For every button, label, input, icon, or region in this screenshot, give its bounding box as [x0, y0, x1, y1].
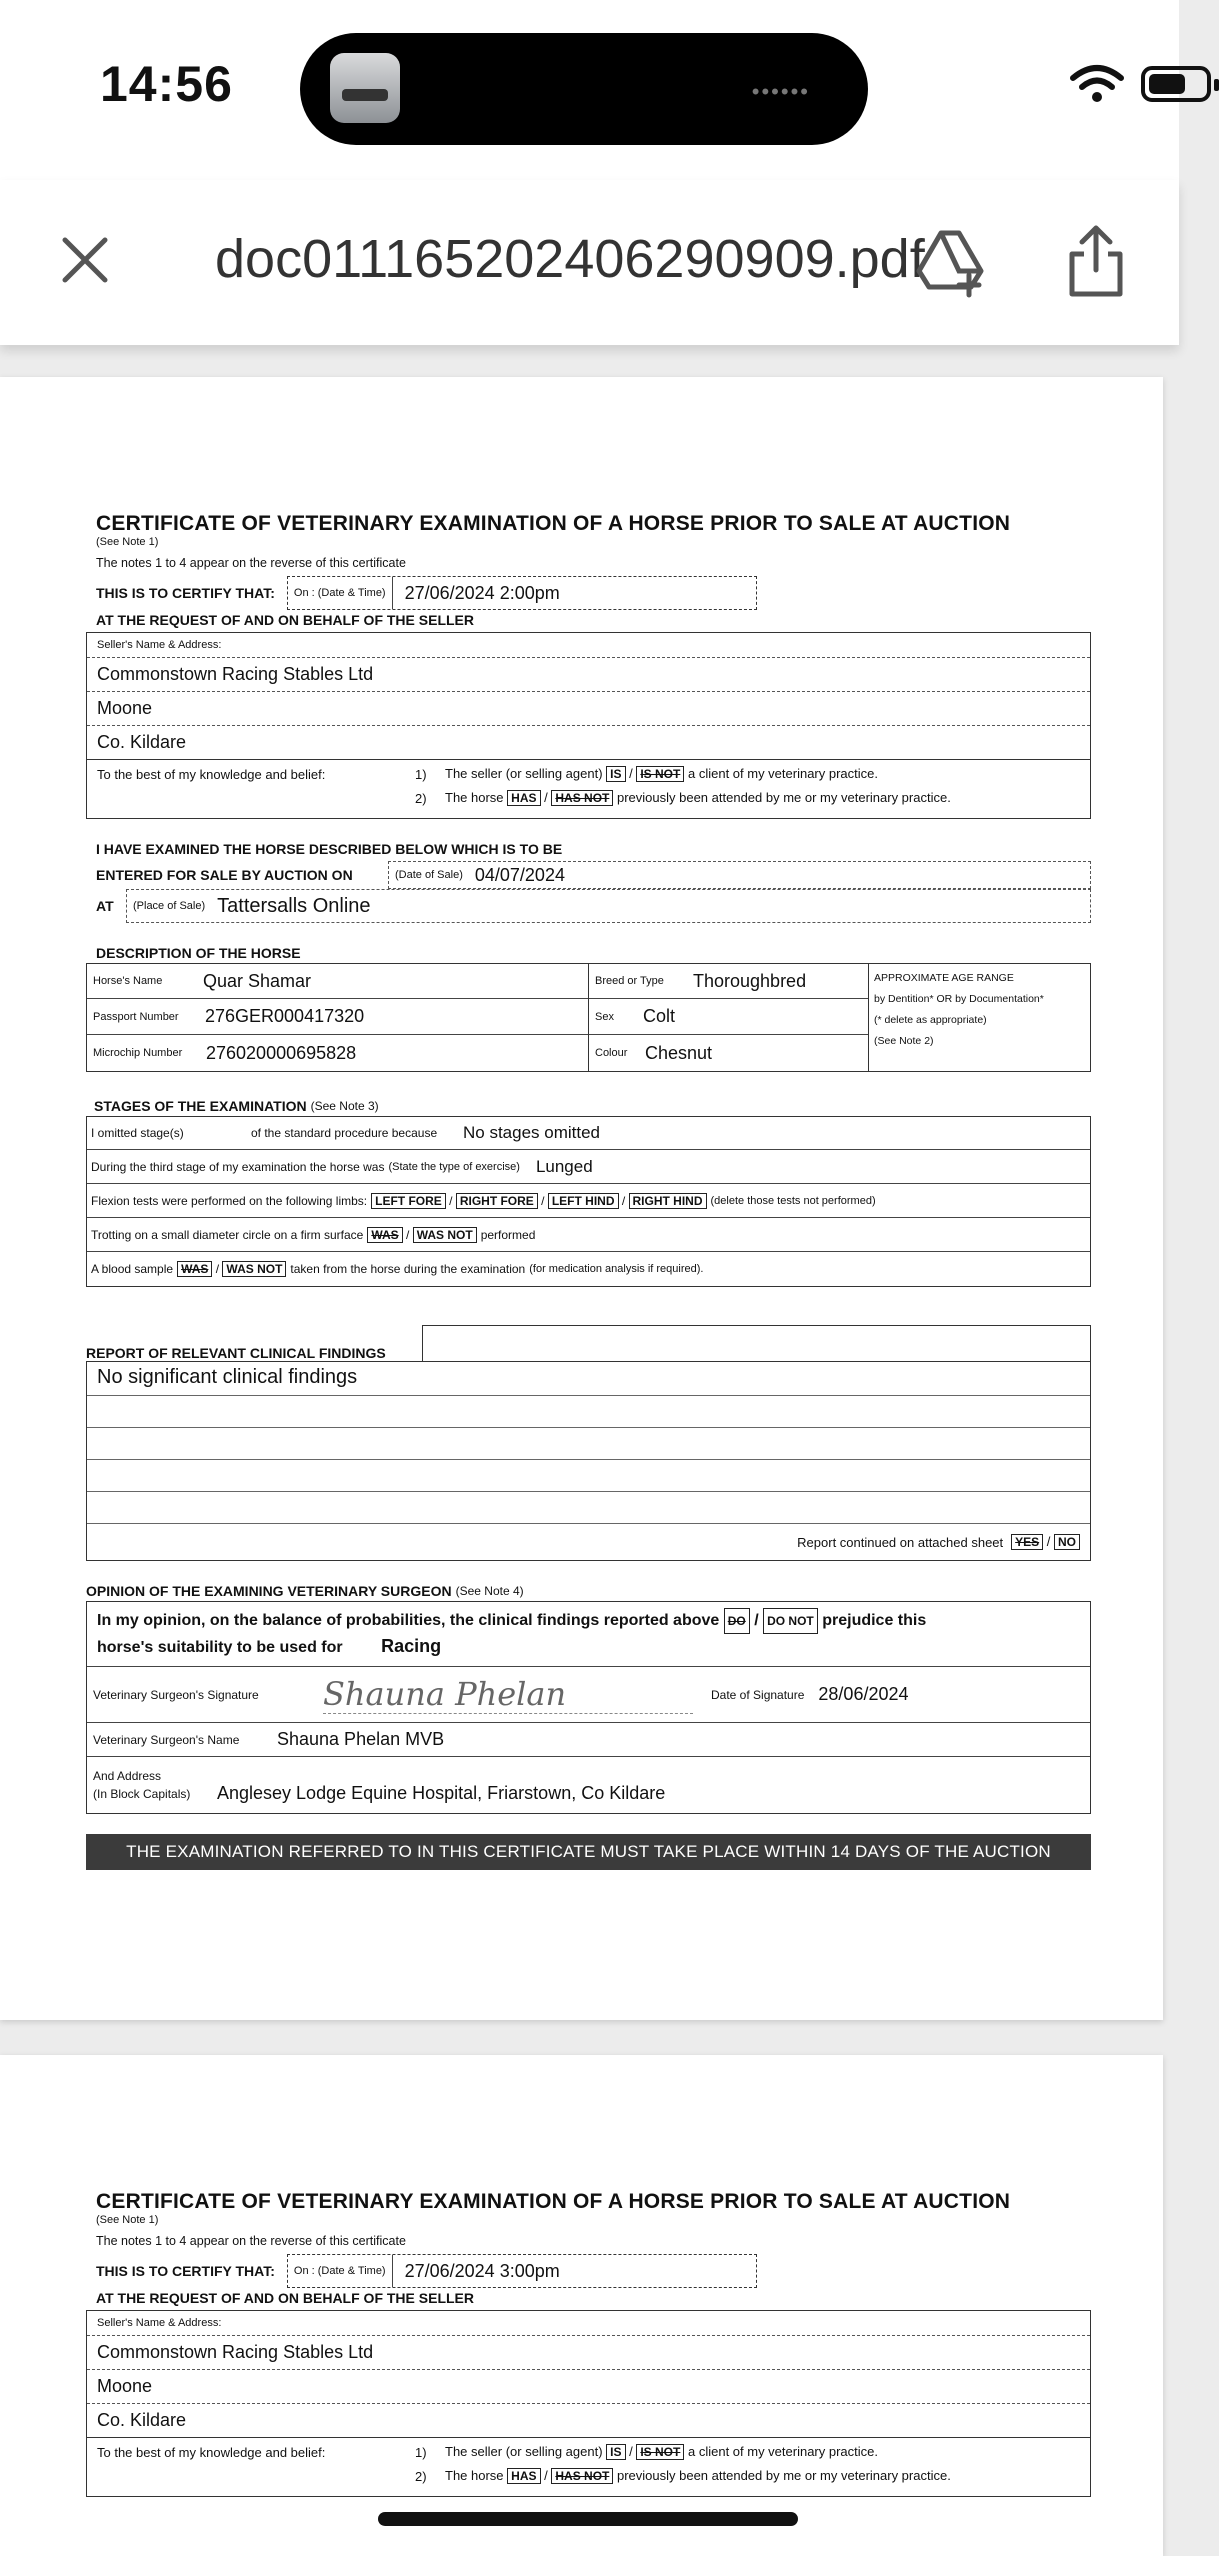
certificate-2-is-option: IS: [606, 2444, 625, 2460]
continued-no: NO: [1054, 1534, 1080, 1550]
third-stage-label: During the third stage of my examination the horse was: [91, 1159, 385, 1174]
certificate-2-datetime: 27/06/2024 3:00pm: [404, 2260, 560, 2281]
continued-yes: YES: [1011, 1534, 1043, 1550]
certificate: [86, 512, 1091, 1870]
certificate-2-request-line: AT THE REQUEST OF AND ON BEHALF OF THE SELLER: [96, 2290, 474, 2306]
omitted-value: No stages omitted: [463, 1123, 601, 1142]
block-capitals-label: (In Block Capitals): [93, 1787, 191, 1801]
sale-place-box: [126, 889, 1091, 923]
horse-name-label: Horse's Name: [93, 975, 163, 987]
age-range-label: APPROXIMATE AGE RANGE: [874, 972, 1014, 984]
has-option: HAS: [507, 790, 540, 806]
blood-post: taken from the horse during the examination: [290, 1262, 526, 1276]
certificate-2-has-option: HAS: [507, 2468, 540, 2484]
is-option: IS: [606, 766, 625, 782]
statement-2-number: 2): [415, 790, 427, 806]
certificate-2-statement-2-pre: The horse: [445, 2468, 504, 2483]
certificate-2: [86, 2190, 1091, 2497]
place-of-sale: Tattersalls Online: [217, 894, 371, 917]
clock: 14:56: [100, 56, 233, 112]
seller-box: [86, 632, 1091, 819]
omitted-label: I omitted stage(s): [91, 1126, 184, 1140]
vet-name-label: Veterinary Surgeon's Name: [93, 1732, 240, 1747]
on-date-label: On : (Date & Time): [288, 577, 393, 609]
battery-icon: [1141, 66, 1211, 102]
share-icon[interactable]: [1060, 222, 1132, 300]
close-icon[interactable]: [55, 230, 115, 290]
sex: Colt: [643, 1006, 676, 1026]
statement-1: The seller (or selling agent) IS / IS NOT a client of my veterinary practice.: [445, 766, 879, 781]
flexion-label: Flexion tests were performed on the following limbs:: [91, 1193, 368, 1208]
horse-name: Quar Shamar: [203, 970, 312, 991]
colour: Chesnut: [645, 1042, 713, 1063]
report-box: No significant clinical findings Report continued on attached sheet YES / NO: [86, 1361, 1091, 1561]
deadline-banner: THE EXAMINATION REFERRED TO IN THIS CERTIFICATE MUST TAKE PLACE WITHIN 14 DAYS OF THE AUCTION: [86, 1834, 1091, 1870]
age-note-label: (See Note 2): [874, 1035, 934, 1047]
trotting-label: Trotting on a small diameter circle on a firm surface: [91, 1227, 364, 1242]
seller-address-1: Moone: [87, 692, 1090, 726]
notes-line: The notes 1 to 4 appear on the reverse of this certificate: [96, 556, 406, 570]
status-bar: [0, 0, 1179, 180]
certificate-2-statement-1-post: a client of my veterinary practice.: [687, 2444, 879, 2459]
signature: Shauna Phelan: [323, 1675, 693, 1714]
blood-was: WAS: [177, 1261, 212, 1277]
breed: Thoroughbred: [693, 970, 807, 991]
certificate-2-statement-2-post: previously been attended by me or my veterinary practice.: [616, 2468, 951, 2483]
see-note-1: (See Note 1): [96, 536, 159, 548]
statement-1-number: 1): [415, 766, 427, 782]
statement-1-pre: The seller (or selling agent): [445, 766, 603, 781]
has-not-option: HAS NOT: [551, 790, 613, 806]
certificate-2-knowledge-label: To the best of my knowledge and belief:: [97, 2444, 326, 2460]
trotting-was-not: WAS NOT: [413, 1227, 477, 1243]
colour-label: Colour: [595, 1047, 628, 1059]
opinion-text-2: horse's suitability to be used for: [97, 1639, 343, 1656]
opinion-text: In my opinion, on the balance of probabilities, the clinical findings reported above: [97, 1612, 720, 1629]
request-line: AT THE REQUEST OF AND ON BEHALF OF THE SELLER: [96, 612, 474, 628]
document-title: doc011165202406290909.pdf: [215, 229, 925, 289]
certificate-2-seller-label: Seller's Name & Address:: [87, 2311, 1090, 2336]
date-of-signature-label: Date of Signature: [711, 1687, 805, 1702]
exam-datetime-box: [287, 576, 757, 610]
certificate-2-has-not-option: HAS NOT: [551, 2468, 613, 2484]
sex-label: Sex: [595, 1010, 614, 1023]
place-of-sale-label: (Place of Sale): [133, 900, 206, 912]
entered-label: ENTERED FOR SALE BY AUCTION ON: [96, 867, 353, 883]
stages-heading: STAGES OF THE EXAMINATION: [94, 1098, 307, 1114]
report-heading: REPORT OF RELEVANT CLINICAL FINDINGS: [86, 1345, 386, 1361]
age-range-box: [869, 964, 1090, 1071]
certificate-2-datetime-box: [287, 2254, 757, 2288]
continued-label: Report continued on attached sheet: [797, 1534, 1004, 1550]
flexion-note: (delete those tests not performed): [710, 1194, 876, 1207]
home-indicator[interactable]: [378, 2512, 798, 2526]
certificate-2-seller-address-2: Co. Kildare: [87, 2404, 1090, 2438]
vet-address: Anglesey Lodge Equine Hospital, Friarstown, Co Kildare: [217, 1782, 666, 1803]
certificate-2-statement-1: The seller (or selling agent) IS / IS NOT a client of my veterinary practice.: [445, 2444, 879, 2459]
omitted-reason-label: of the standard procedure because: [251, 1126, 438, 1140]
statement-2-post: previously been attended by me or my veterinary practice.: [616, 790, 951, 805]
opinion-box: In my opinion, on the balance of probabilities, the clinical findings reported above DO / DO NOT prejudice this horse's suitability to be used for Racing Veterinary Surgeon's Signature Shauna Phelan Date of Signature 28/06/2024 Veterinary Surgeon's Name Shauna Phelan MVB And Address (In Block Capitals) Anglesey Lodge Equine Hospital, Friarstown, Co Kildare: [86, 1601, 1091, 1814]
statement-1-post: a client of my veterinary practice.: [687, 766, 879, 781]
at-label: AT: [96, 898, 114, 914]
add-to-drive-icon[interactable]: [915, 225, 987, 297]
prejudice-label: prejudice this: [822, 1612, 927, 1629]
date-of-signature: 28/06/2024: [818, 1684, 909, 1704]
report-blank-lines: [87, 1396, 1090, 1524]
horse-description-table: [86, 963, 1091, 1072]
island-dots: ••••••: [751, 79, 810, 104]
viewer-toolbar: [0, 180, 1179, 345]
date-of-sale-label: (Date of Sale): [395, 869, 463, 881]
passport-number: 276GER000417320: [205, 1006, 365, 1026]
limb-left-fore: LEFT FORE: [371, 1193, 446, 1209]
certificate-2-statement-2: The horse HAS / HAS NOT previously been attended by me or my veterinary practice.: [445, 2468, 951, 2483]
wifi-icon: [1069, 64, 1125, 104]
seller-label: Seller's Name & Address:: [87, 633, 1090, 658]
stages-note: (See Note 3): [310, 1099, 379, 1113]
date-of-sale: 04/07/2024: [474, 864, 565, 885]
certificate-2-is-not-option: IS NOT: [636, 2444, 684, 2460]
performed-label: performed: [480, 1227, 536, 1242]
breed-label: Breed or Type: [595, 975, 664, 987]
opinion-heading: OPINION OF THE EXAMINING VETERINARY SURGEON: [86, 1583, 452, 1599]
address-label: And Address: [93, 1769, 162, 1783]
third-stage-value: Lunged: [535, 1156, 593, 1176]
blood-note: (for medication analysis if required).: [529, 1263, 704, 1275]
certificate-2-notes-line: The notes 1 to 4 appear on the reverse of this certificate: [96, 2234, 406, 2248]
opinion-note: (See Note 4): [455, 1584, 524, 1598]
seller-address-2: Co. Kildare: [87, 726, 1090, 760]
is-not-option: IS NOT: [636, 766, 684, 782]
certificate-2-on-label: On : (Date & Time): [288, 2255, 393, 2287]
third-stage-note: (State the type of exercise): [388, 1160, 520, 1173]
certificate-2-certify-label: THIS IS TO CERTIFY THAT:: [96, 2263, 275, 2279]
certificate-2-title: CERTIFICATE OF VETERINARY EXAMINATION OF A HORSE PRIOR TO SALE AT AUCTION: [96, 2190, 1011, 2213]
report-text: No significant clinical findings: [87, 1362, 1090, 1396]
description-heading: DESCRIPTION OF THE HORSE: [96, 945, 301, 961]
certificate-2-statement-1-pre: The seller (or selling agent): [445, 2444, 603, 2459]
trotting-was: WAS: [367, 1227, 402, 1243]
age-by-label: by Dentition* OR by Documentation*: [874, 993, 1044, 1005]
opinion-do: DO: [724, 1608, 750, 1634]
limb-right-hind: RIGHT HIND: [629, 1193, 707, 1209]
examined-line: I HAVE EXAMINED THE HORSE DESCRIBED BELOW WHICH IS TO BE: [96, 841, 563, 857]
stages-table: I omitted stage(s) of the standard procedure because No stages omitted During the third stage of my examination the horse was (State the type of exercise) Lunged Flexion tests were performed on the following limbs: LEFT FORE / RIGHT FORE / LEFT HIND / RIGHT HIND (delete those tests not performed) Trotting on a small diameter circle on a firm surface WAS / WAS NOT performed A blood sample WAS / WAS NOT taken from the horse during the examination (for medication analysis if required).: [86, 1116, 1091, 1287]
pdf-page-1[interactable]: [0, 377, 1163, 2020]
certificate-2-see-note: (See Note 1): [96, 2214, 159, 2226]
certificate-title: CERTIFICATE OF VETERINARY EXAMINATION OF A HORSE PRIOR TO SALE AT AUCTION: [96, 512, 1011, 535]
seller-name: Commonstown Racing Stables Ltd: [87, 658, 1090, 692]
pdf-page-2[interactable]: [0, 2055, 1163, 2556]
sale-date-box: [388, 861, 1091, 889]
limb-right-fore: RIGHT FORE: [456, 1193, 538, 1209]
certificate-2-seller-box: [86, 2310, 1091, 2497]
vet-name: Shauna Phelan MVB: [277, 1729, 445, 1749]
microchip-number: 276020000695828: [206, 1042, 357, 1063]
limb-left-hind: LEFT HIND: [548, 1193, 619, 1209]
certificate-2-statement-2-number: 2): [415, 2468, 427, 2484]
certificate-2-statement-1-number: 1): [415, 2444, 427, 2460]
statement-2: The horse HAS / HAS NOT previously been attended by me or my veterinary practice.: [445, 790, 951, 805]
dynamic-island[interactable]: [300, 33, 868, 145]
certify-label: THIS IS TO CERTIFY THAT:: [96, 585, 275, 601]
knowledge-label: To the best of my knowledge and belief:: [97, 766, 326, 782]
now-playing-thumbnail: [330, 53, 400, 123]
passport-label: Passport Number: [93, 1010, 179, 1023]
exam-datetime: 27/06/2024 2:00pm: [404, 582, 560, 603]
intended-use: Racing: [381, 1636, 442, 1656]
blood-label: A blood sample: [91, 1262, 174, 1276]
microchip-label: Microchip Number: [93, 1047, 183, 1059]
certificate-2-seller-address-1: Moone: [87, 2370, 1090, 2404]
report-header-box: [422, 1325, 1091, 1361]
age-delete-label: (* delete as appropriate): [874, 1014, 987, 1026]
signature-label: Veterinary Surgeon's Signature: [93, 1687, 259, 1702]
opinion-do-not: DO NOT: [763, 1608, 818, 1634]
statement-2-pre: The horse: [445, 790, 504, 805]
blood-was-not: WAS NOT: [222, 1261, 286, 1277]
certificate-2-seller-name: Commonstown Racing Stables Ltd: [87, 2336, 1090, 2370]
